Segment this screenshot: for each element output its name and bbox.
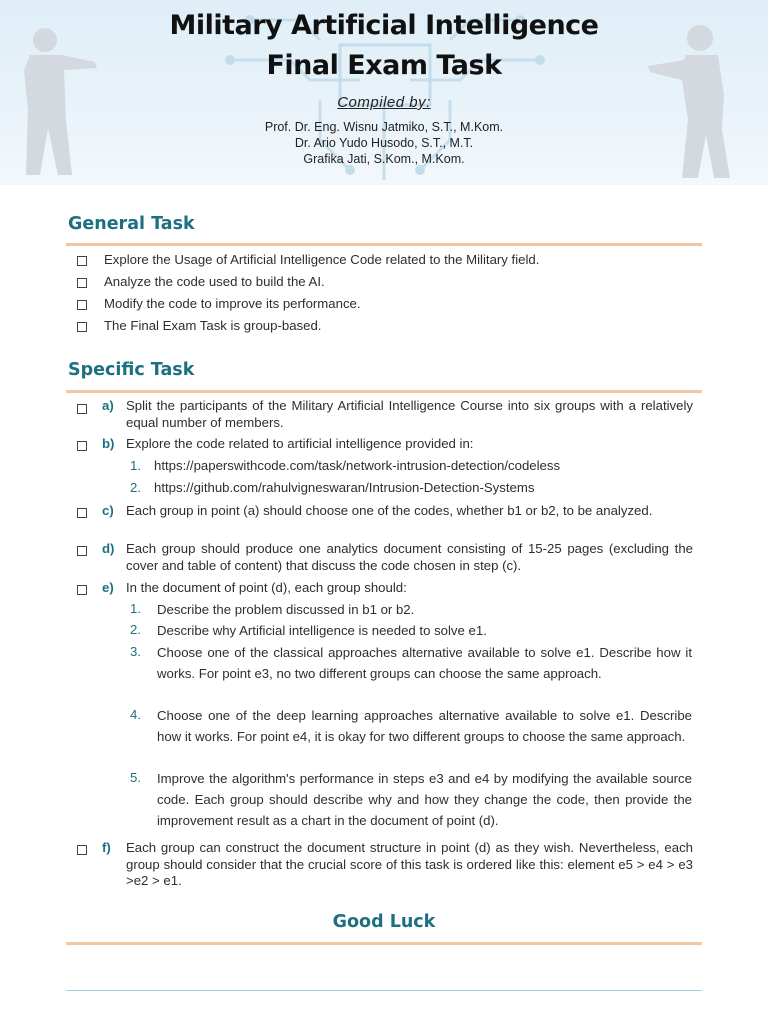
- author-name: Dr. Ario Yudo Husodo, S.T., M.T.: [294, 136, 474, 150]
- code-link[interactable]: https://github.com/rahulvigneswaran/Intrusion-Detection-Systems: [154, 480, 535, 495]
- list-number: 5.: [130, 770, 141, 785]
- footer-divider: [66, 990, 702, 991]
- task-text: Each group can construct the document structure in point (d) as they wish. Nevertheless, each group should consider that the crucial score of this task is ordered like this: element e5 > e4 > e3 >e2 > e1.: [126, 840, 693, 888]
- section-divider: [66, 390, 702, 393]
- document-title-line2: Final Exam Task: [266, 50, 502, 81]
- section-divider: [66, 942, 702, 945]
- checkbox-icon: [77, 585, 87, 595]
- checkbox-icon: [77, 441, 87, 451]
- task-label: e): [102, 580, 114, 595]
- general-task-heading: General Task: [68, 214, 195, 234]
- task-text: Split the participants of the Military Artificial Intelligence Course into six groups with a relatively equal number of members.: [126, 398, 693, 430]
- checkbox-icon: [77, 546, 87, 556]
- task-label: b): [102, 436, 115, 451]
- checkbox-icon: [77, 322, 87, 332]
- list-item-text: The Final Exam Task is group-based.: [104, 318, 322, 333]
- step-text: Describe why Artificial intelligence is needed to solve e1.: [157, 623, 487, 638]
- author-name: Prof. Dr. Eng. Wisnu Jatmiko, S.T., M.Kom.: [264, 120, 504, 134]
- header-banner: [0, 0, 768, 185]
- step-text: Improve the algorithm's performance in steps e3 and e4 by modifying the available source code. Each group should describe why and how they change the code, then provide the improvement result as a chart in the document of point (d).: [157, 771, 692, 828]
- code-link[interactable]: https://paperswithcode.com/task/network-intrusion-detection/codeless: [154, 458, 561, 473]
- step-text: Choose one of the deep learning approaches alternative available to solve e1. Describe how it works. For point e4, it is okay for two different groups to choose the same approach.: [157, 708, 692, 744]
- task-label: c): [102, 503, 114, 518]
- list-number: 2.: [130, 480, 141, 495]
- list-number: 4.: [130, 707, 141, 722]
- document-title-line1: Military Artificial Intelligence: [169, 10, 599, 41]
- compiled-by-label: Compiled by:: [337, 94, 431, 111]
- list-number: 2.: [130, 622, 141, 637]
- list-item-text: Modify the code to improve its performance.: [104, 296, 361, 311]
- task-label: f): [102, 840, 111, 855]
- list-item-text: Analyze the code used to build the AI.: [104, 274, 325, 289]
- checkbox-icon: [77, 404, 87, 414]
- list-number: 1.: [130, 601, 141, 616]
- good-luck-heading: Good Luck: [332, 912, 436, 932]
- list-item-text: Explore the Usage of Artificial Intelligence Code related to the Military field.: [104, 252, 540, 267]
- list-number: 1.: [130, 458, 141, 473]
- checkbox-icon: [77, 256, 87, 266]
- section-divider: [66, 243, 702, 246]
- checkbox-icon: [77, 278, 87, 288]
- task-text: In the document of point (d), each group should:: [126, 580, 407, 595]
- task-text: Each group should produce one analytics document consisting of 15-25 pages (excluding the cover and table of content) that discuss the code chosen in step (c).: [126, 541, 693, 573]
- task-label: a): [102, 398, 114, 413]
- checkbox-icon: [77, 845, 87, 855]
- task-text: Explore the code related to artificial intelligence provided in:: [126, 436, 474, 451]
- task-label: d): [102, 541, 115, 556]
- task-text: Each group in point (a) should choose one of the codes, whether b1 or b2, to be analyzed.: [126, 503, 653, 518]
- specific-task-heading: Specific Task: [68, 360, 195, 380]
- checkbox-icon: [77, 300, 87, 310]
- list-number: 3.: [130, 644, 141, 659]
- author-name: Grafika Jati, S.Kom., M.Kom.: [303, 152, 465, 166]
- step-text: Describe the problem discussed in b1 or b2.: [157, 602, 415, 617]
- step-text: Choose one of the classical approaches alternative available to solve e1. Describe how it works. For point e3, no two different groups can choose the same approach.: [157, 645, 692, 681]
- checkbox-icon: [77, 508, 87, 518]
